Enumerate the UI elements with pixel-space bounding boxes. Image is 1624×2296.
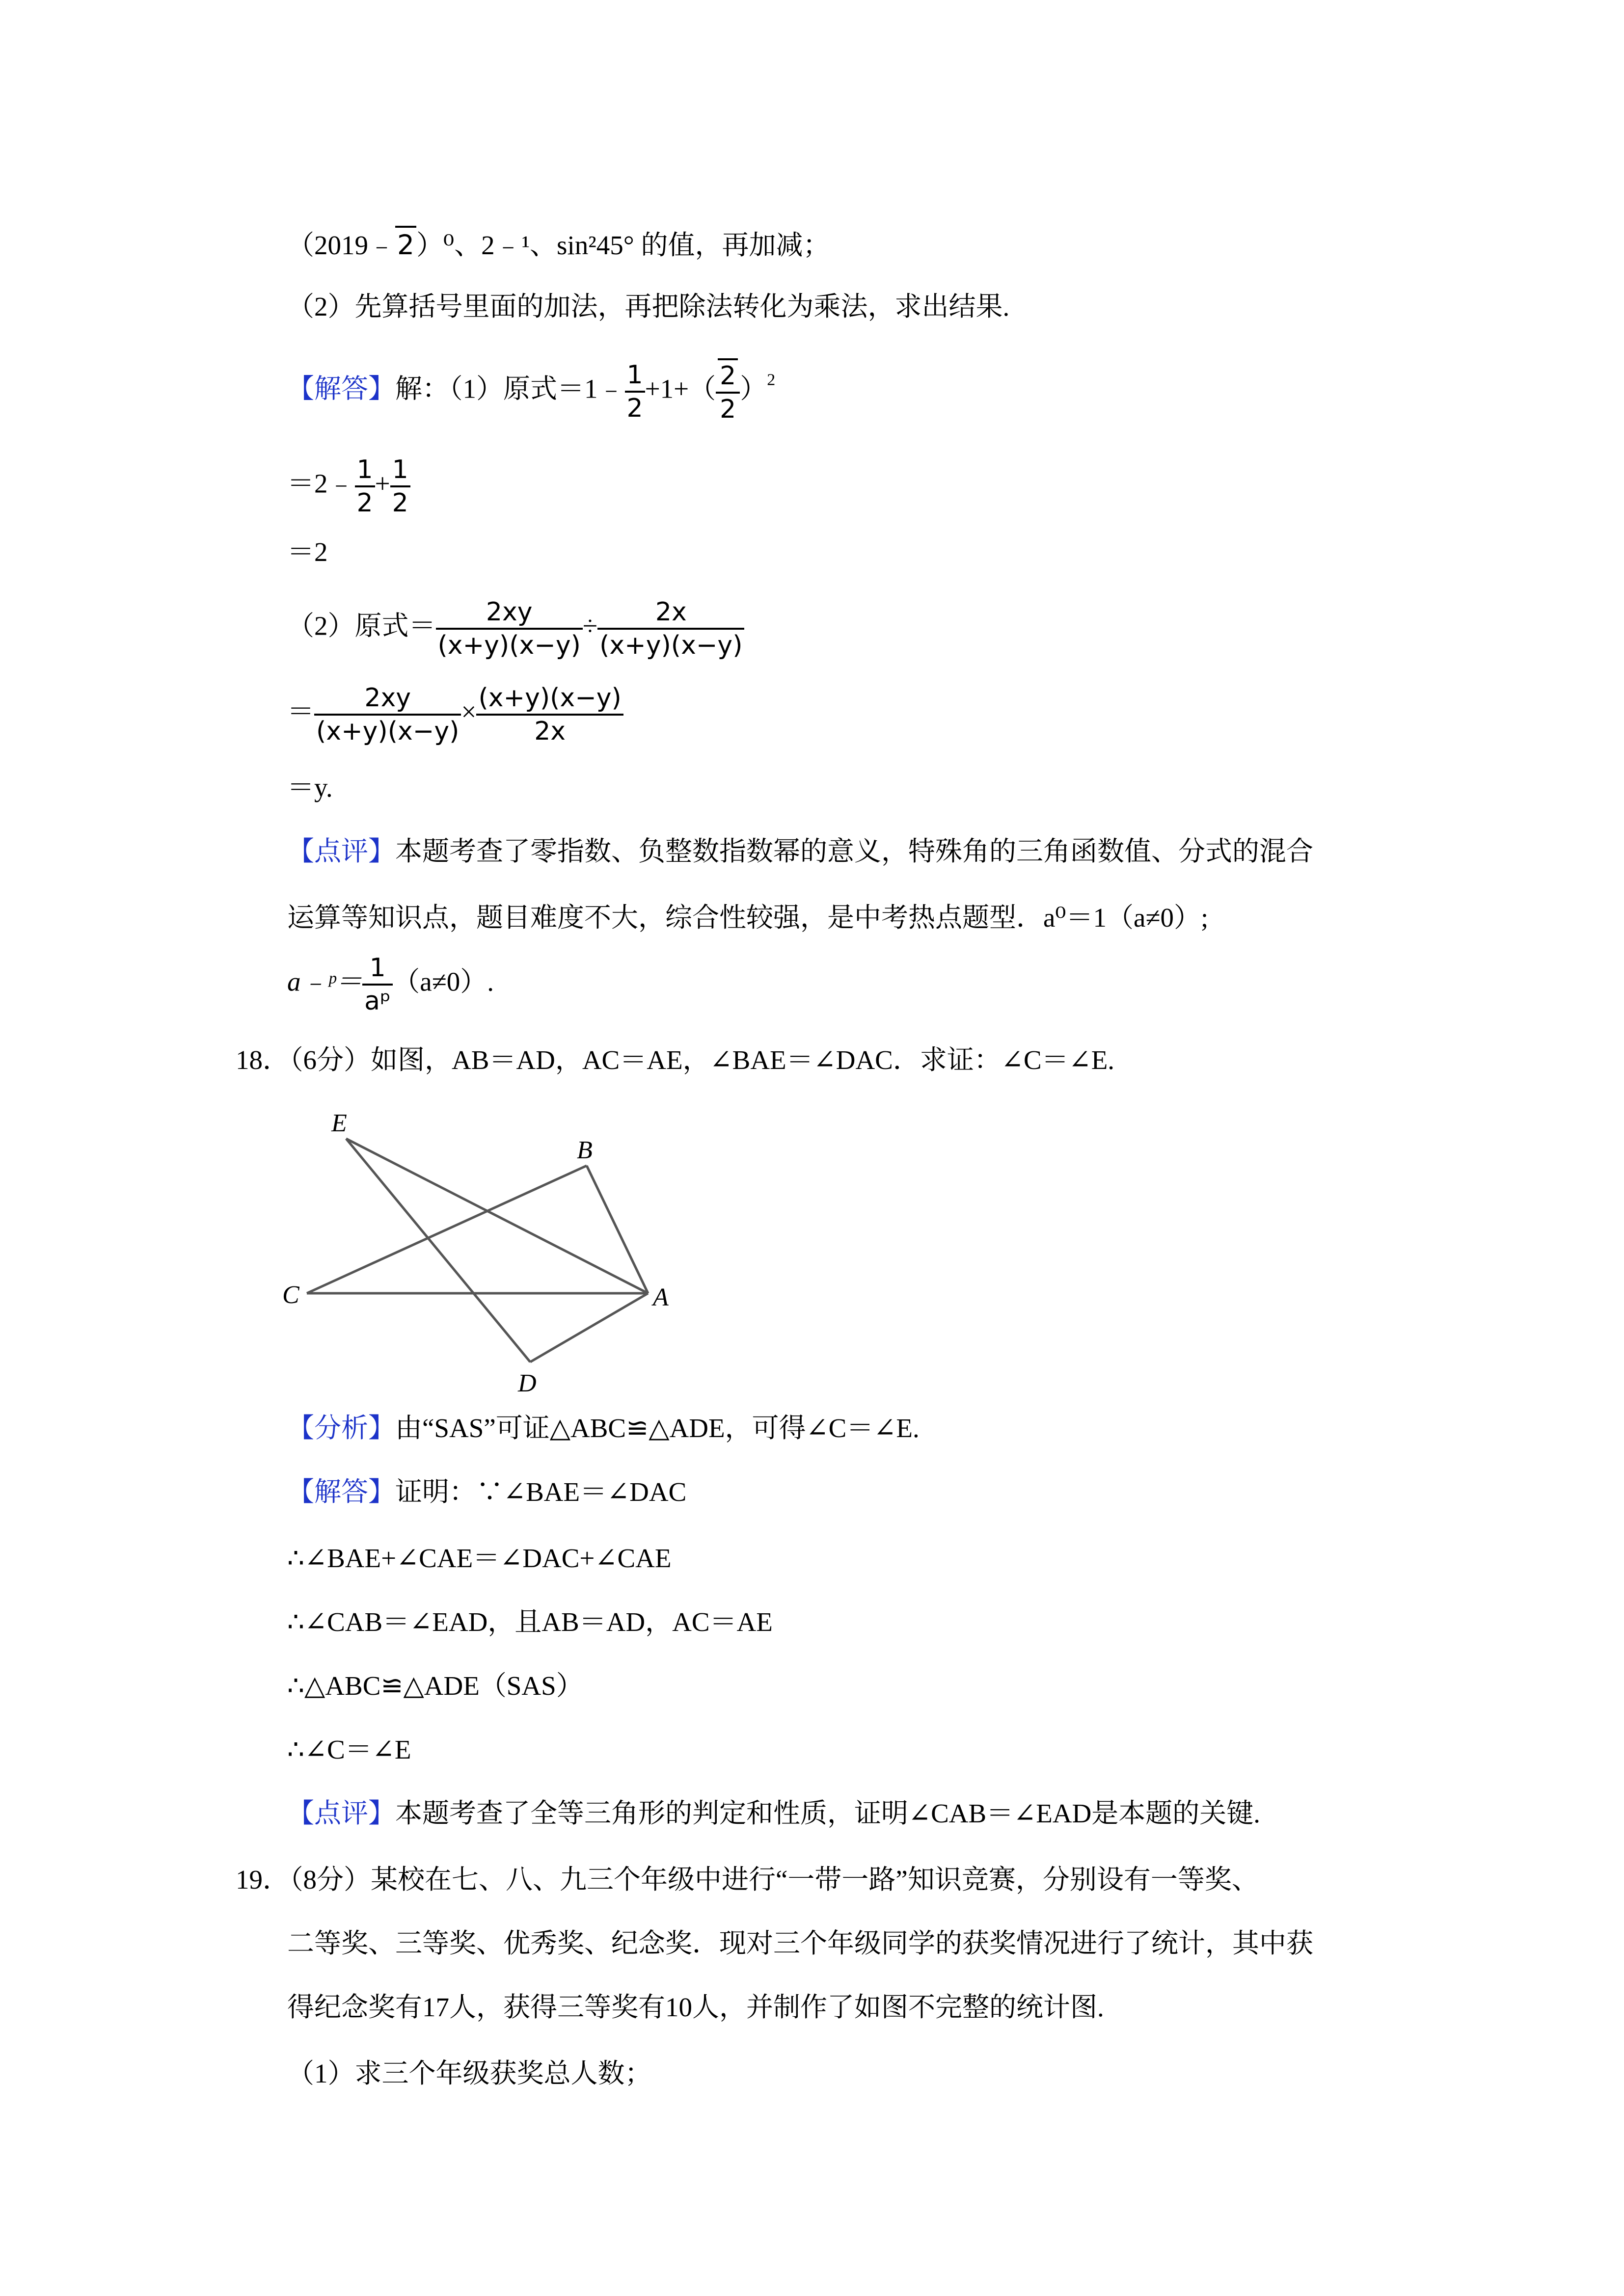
q17-solution-part1: 【解答】解：（1）原式＝1﹣ $\frac{1}{2}$ +1+（ $\frac{2}{2}$ ）$^2$	[287, 358, 775, 425]
solution-tag: 【解答】	[287, 374, 396, 404]
segment-DA	[530, 1293, 648, 1362]
segment-EA	[346, 1139, 648, 1293]
segment-BA	[587, 1166, 648, 1293]
fraction-2xy: $\frac{2xy}{(x+y)(x-y)}$	[436, 596, 583, 661]
fraction-one-half: $\frac{1}{2}$	[390, 454, 410, 519]
q18-comment: 【点评】本题考查了全等三角形的判定和性质，证明∠CAB＝∠EAD是本题的关键.	[287, 1798, 1261, 1828]
label-B: B	[577, 1136, 593, 1164]
q19-stem-line-3: 得纪念奖有17人，获得三等奖有10人，并制作了如图不完整的统计图.	[287, 1992, 1104, 2022]
q18-analysis: 【分析】由“SAS”可证△ABC≌△ADE，可得∠C＝∠E.	[287, 1413, 920, 1443]
fraction-2xy: $\frac{2xy}{(x+y)(x-y)}$	[314, 682, 461, 747]
fraction-1-over-ap: $\frac{1}{\text{aᵖ}}$	[362, 952, 393, 1017]
q18-solution-line-3: ∴∠CAB＝∠EAD，且AB＝AD，AC＝AE	[287, 1607, 773, 1637]
segment-ED	[346, 1139, 530, 1362]
analysis-line-2: （2）先算括号里面的加法，再把除法转化为乘法，求出结果.	[287, 292, 1010, 321]
q18-solution-line-4: ∴△ABC≌△ADE（SAS）	[287, 1671, 583, 1701]
fraction-one-half: $\frac{1}{2}$	[625, 359, 645, 424]
q19-stem-line-2: 二等奖、三等奖、优秀奖、纪念奖．现对三个年级同学的获奖情况进行了统计，其中获	[287, 1928, 1314, 1958]
q17-comment-line-1: 【点评】本题考查了零指数、负整数指数幂的意义，特殊角的三角函数值、分式的混合	[287, 836, 1314, 866]
q19-part-1: （1）求三个年级获奖总人数；	[287, 2058, 652, 2088]
q17-comment-line-2: 运算等知识点，题目难度不大，综合性较强，是中考热点题型．a⁰＝1（a≠0）;	[287, 903, 1209, 933]
q17-solution-step2: ＝2﹣ $\frac{1}{2}$ + $\frac{1}{2}$	[287, 454, 410, 519]
fraction-sqrt2-over-2: $\frac{2}{2}$	[716, 358, 740, 425]
q18-stem: 18．（6分）如图，AB＝AD，AC＝AE，∠BAE＝∠DAC．求证：∠C＝∠E.	[236, 1045, 1115, 1075]
q18-solution-line-1: 【解答】证明：∵∠BAE＝∠DAC	[287, 1477, 687, 1507]
q17-comment-line-3: a﹣ᵖ＝ $\frac{1}{\text{aᵖ}}$ （a≠0）.	[287, 953, 494, 1016]
q17-solution-step4: ＝ $\frac{2xy}{(x+y)(x-y)}$ × $\frac{(x+y)(x-y)}{2x}$	[287, 682, 623, 747]
label-A: A	[653, 1283, 669, 1311]
label-E: E	[331, 1109, 347, 1137]
q17-solution-part2: （2）原式＝ $\frac{2xy}{(x+y)(x-y)}$ ÷ $\frac{2x}{(x+y)(x-y)}$	[287, 596, 744, 661]
fraction-2x: $\frac{2x}{(x+y)(x-y)}$	[597, 596, 744, 661]
q17-solution-step3: ＝2	[287, 537, 328, 567]
fraction-inverse: $\frac{(x+y)(x-y)}{2x}$	[476, 682, 623, 747]
segment-CB	[307, 1166, 587, 1293]
q18-solution-line-5: ∴∠C＝∠E	[287, 1735, 411, 1764]
analysis-line-1: （2019﹣2）⁰、2﹣¹、sin²45° 的值，再加减；	[287, 226, 830, 263]
label-C: C	[282, 1281, 299, 1309]
q19-stem-line-1: 19．（8分）某校在七、八、九三个年级中进行“一带一路”知识竞赛，分别设有一等奖、	[236, 1865, 1259, 1895]
label-D: D	[518, 1369, 537, 1397]
sqrt-2: 2	[395, 226, 416, 262]
q18-solution-line-2: ∴∠BAE+∠CAE＝∠DAC+∠CAE	[287, 1543, 672, 1573]
fraction-one-half: $\frac{1}{2}$	[355, 454, 375, 519]
q18-geometry-figure	[275, 1095, 687, 1399]
q17-solution-step5: ＝y.	[287, 773, 333, 802]
